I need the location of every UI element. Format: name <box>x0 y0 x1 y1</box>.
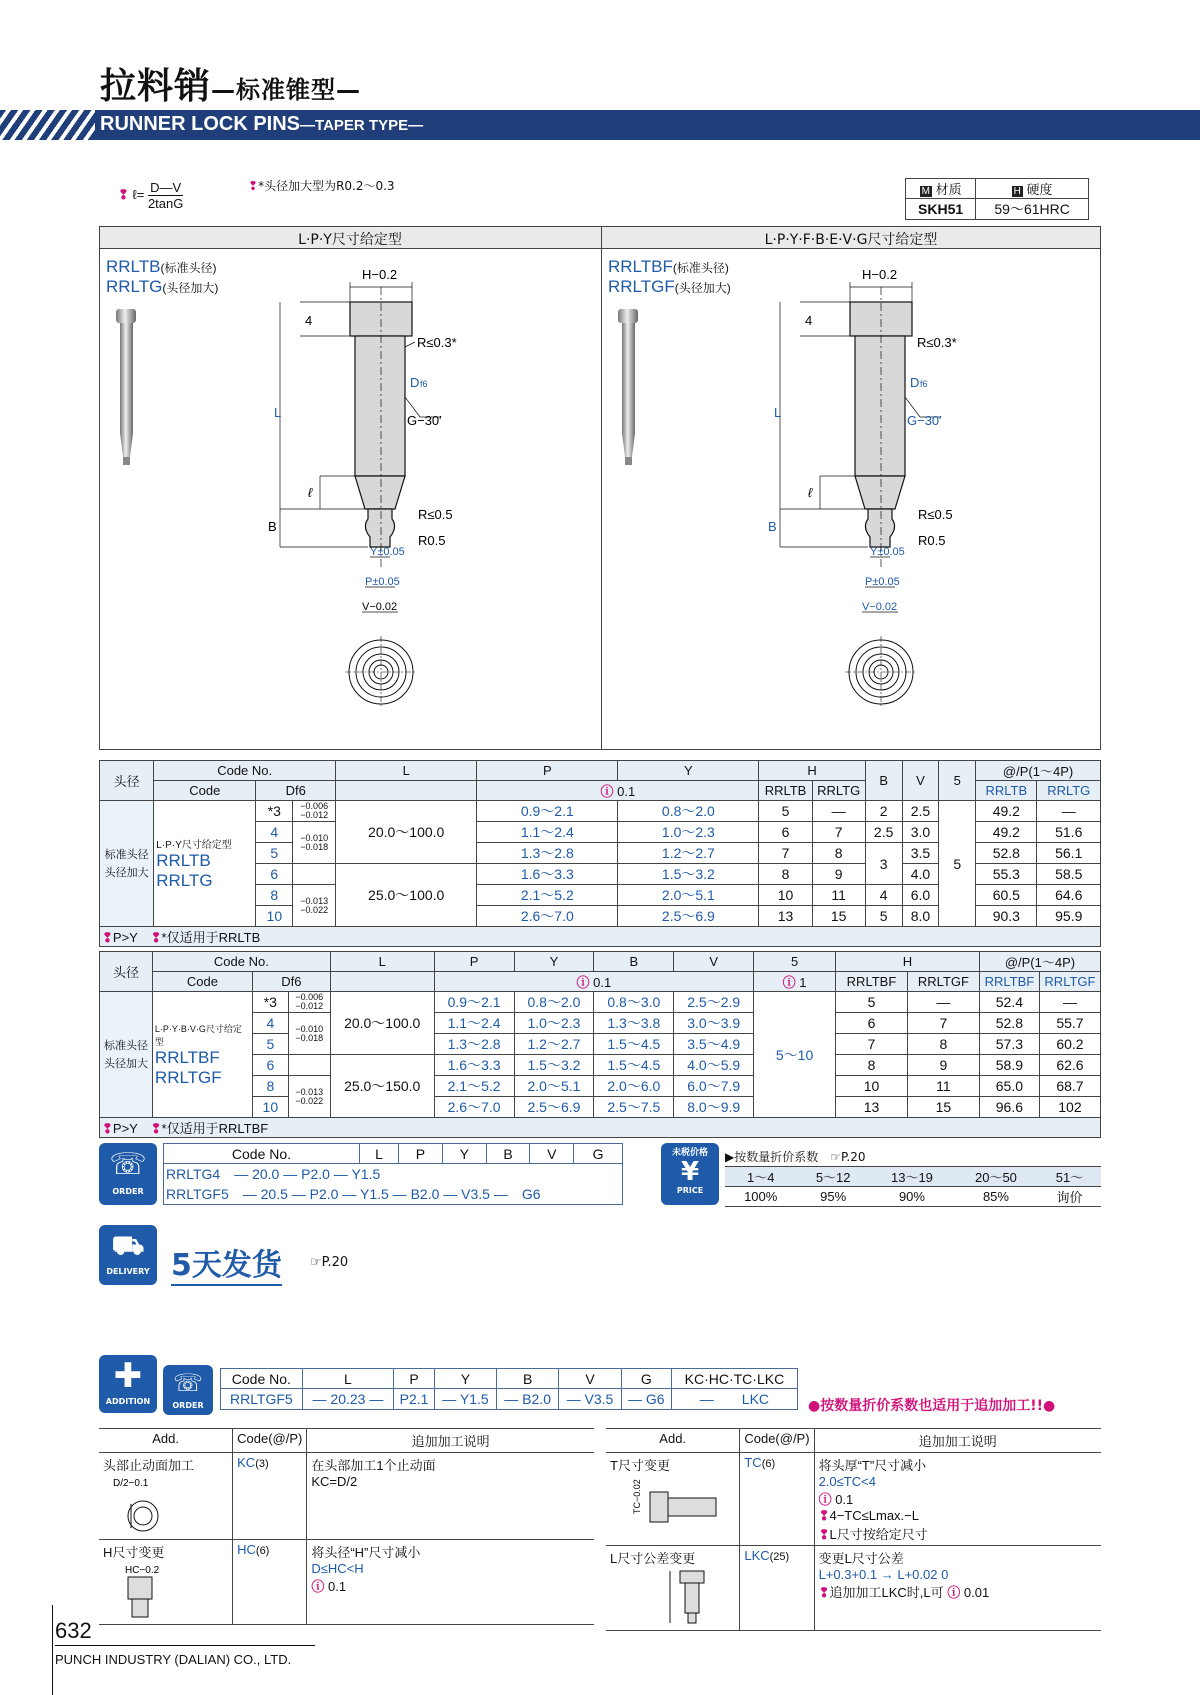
company-name: PUNCH INDUSTRY (DALIAN) CO., LTD. <box>55 1652 292 1667</box>
spec-table-1: 头径 Code No. L P Y H B V 5 @/P(1～4P) Code Df6 ⓘ 0.1 RRLTB RRLTG RRLTB RRLTG 标准头径 头径加大 L·P·Y尺寸给定型 RRLTB RRLTG *3 −0.006 −0.012 20.0～100.0 0.9～2.1 0.8～2.0 5 — 2 2.5 5 49.2 — 4 −0.010 −0.018 1.1～2.4 1.0～2.3 6 7 2.5 3.0 49.2 51.6 5 1.3～2.8 1.2～2.7 7 8 3 3.5 52.8 56.1 6 25.0～100.0 1.6～3.3 1.5～3.2 8 9 4.0 55.3 58.5 8 −0.013 −0.022 2.1～5.2 2.0～5.1 10 11 4 6.0 60.5 64.6 10 2.6～7.0 2.5～6.9 13 15 5 8.0 90.3 95.9 ❢P>Y ❢*仅适用于RRLTB <box>99 760 1101 947</box>
left-panel-header: L·P·Y尺寸给定型 <box>298 232 402 248</box>
svg-text:G−30′: G−30′ <box>907 413 942 428</box>
kc-diagram <box>103 1474 183 1534</box>
order-example-table: Code No. L P Y B V G RRLTG4 — 20.0 — P2.0 — Y1.5 RRLTGF5 — 20.5 — P2.0 — Y1.5 — B2.0 — V3.5 — G6 <box>163 1143 623 1205</box>
pin-drawing-left <box>250 257 500 747</box>
svg-text:R0.5: R0.5 <box>918 533 946 548</box>
delivery-ref: ☞P.20 <box>310 1255 349 1270</box>
right-panel-header: L·P·Y·F·B·E·V·G尺寸给定型 <box>764 232 938 248</box>
head-note: ❢*头径加大型为R0.2～0.3 <box>248 179 395 193</box>
svg-text:P±0.05: P±0.05 <box>365 576 400 588</box>
svg-text:B: B <box>768 519 777 534</box>
right-model-names: RRLTBF(标准头径) RRLTGF(头径加大) <box>608 257 731 296</box>
svg-text:R≤0.3*: R≤0.3* <box>417 335 457 350</box>
price-table: 1～4 5～12 13～19 20～50 51～ 100% 95% 90% 85% 询价 <box>725 1166 1101 1207</box>
svg-text:V−0.02: V−0.02 <box>862 601 898 613</box>
hc-diagram <box>103 1561 183 1619</box>
formula: ❢ ℓ= $\frac{D—V}{2\tan G}$ <box>118 180 184 211</box>
svg-text:P±0.05: P±0.05 <box>865 576 900 588</box>
order-icon-small: ☏ ORDER <box>163 1365 213 1415</box>
price-title: ▶按数量折价系数 ☞P.20 <box>725 1150 866 1164</box>
svg-text:V−0.02: V−0.02 <box>362 601 398 613</box>
left-model-names: RRLTB(标准头径) RRLTG(头径加大) <box>106 257 219 296</box>
spec-table-2: 头径 Code No. L P Y B V 5 H @/P(1～4P) Code Df6 ⓘ 0.1 ⓘ 1 RRLTBF RRLTGF RRLTBF RRLTGF 标准头径 头径加大 L·P·Y·B·V·G尺寸给定型 RRLTBF RRLTGF *3 −0.006 −0.012 20.0～100.0 0.9～2.1 0.8～2.0 0.8～3.0 2.5～2.9 5～10 5 — 52.4 — 4 −0.010 −0.018 1.1～2.4 1.0～2.3 1.3～3.8 3.0～3.9 6 7 52.8 55.7 5 1.3～2.8 1.2～2.7 1.5～4.5 3.5～4.9 7 8 57.3 60.2 6 25.0～150.0 1.6～3.3 1.5～3.2 1.5～4.5 4.0～5.9 8 9 58.9 62.6 8 −0.013 −0.022 2.1～5.2 2.0～5.1 2.0～6.0 6.0～7.9 10 11 65.0 68.7 10 2.6～7.0 2.5～6.9 2.5～7.5 8.0～9.9 13 15 96.6 102 ❢P>Y ❢*仅适用于RRLTBF <box>99 951 1101 1138</box>
page-title-en: RUNNER LOCK PINS—TAPER TYPE— <box>100 113 424 135</box>
pin-photo-left <box>112 307 142 467</box>
page-title: 拉料销—标准锥型— <box>100 66 362 107</box>
price-icon: 未税价格 ¥ PRICE <box>661 1143 719 1205</box>
svg-text:R0.5: R0.5 <box>418 533 446 548</box>
svg-text:B: B <box>268 519 277 534</box>
svg-text:f6: f6 <box>920 379 928 389</box>
svg-text:R≤0.3*: R≤0.3* <box>917 335 957 350</box>
svg-text:H−0.2: H−0.2 <box>362 267 398 282</box>
svg-text:Y±0.05: Y±0.05 <box>870 546 905 558</box>
svg-text:ℓ: ℓ <box>808 485 813 500</box>
svg-text:4: 4 <box>805 313 813 328</box>
banner-stripes <box>0 110 95 140</box>
tc-diagram <box>610 1474 720 1529</box>
svg-text:D/2−0.1: D/2−0.1 <box>113 1478 149 1489</box>
svg-text:G−30′: G−30′ <box>407 413 442 428</box>
addition-note: ●按数量折价系数也适用于追加加工!!● <box>808 1398 1056 1414</box>
increment-icon: ⓘ <box>576 975 590 990</box>
svg-text:D: D <box>410 375 420 390</box>
addition-table-left: Add. Code(@/P) 追加加工说明 头部止动面加工 D/2−0.1 KC(3) 在头部加工1个止动面 KC=D/2 H尺寸变更 HC−0.2 HC(6) 将头径“H”尺寸减小 D≤HC<H ⓘ 0.1 <box>99 1428 594 1625</box>
pin-photo-right <box>614 307 644 467</box>
lkc-diagram <box>610 1567 720 1625</box>
increment-icon: ⓘ <box>600 784 614 799</box>
svg-text:L: L <box>774 405 782 420</box>
warning-icon: ❢ <box>248 179 259 193</box>
warning-icon: ❢ <box>118 186 129 202</box>
svg-text:D: D <box>910 375 920 390</box>
increment-icon: ⓘ <box>782 975 796 990</box>
svg-text:4: 4 <box>305 313 313 328</box>
pointing-hand-icon: ☞ <box>310 1255 322 1270</box>
svg-text:ℓ: ℓ <box>308 485 313 500</box>
svg-text:TC−0.02: TC−0.02 <box>632 1479 642 1514</box>
svg-text:HC−0.2: HC−0.2 <box>125 1565 160 1576</box>
svg-text:H−0.2: H−0.2 <box>862 267 898 282</box>
material-table: M 材质 H 硬度 SKH51 59～61HRC <box>905 178 1089 220</box>
svg-text:L: L <box>274 405 282 420</box>
pin-drawing-right <box>750 257 1000 747</box>
svg-text:R≤0.5: R≤0.5 <box>918 507 953 522</box>
footer-rule <box>52 1605 53 1695</box>
svg-text:f6: f6 <box>420 379 428 389</box>
svg-text:R≤0.5: R≤0.5 <box>418 507 453 522</box>
addition-table-right: Add. Code(@/P) 追加加工说明 T尺寸变更 TC−0.02 TC(6) 将头厚“T”尺寸减小 2.0≤TC<4 ⓘ 0.1 ❢4−TC≤Lmax.−L ❢L尺寸按给定尺寸 L尺寸公差变更 LKC(25) 变更L尺寸公差 L+0.3+0.1 → L+0.02 0 ❢追加加工LKC时,L可 ⓘ 0.01 <box>606 1428 1101 1631</box>
order-icon: ☏ ORDER <box>99 1143 157 1205</box>
drawing-frame <box>99 226 1101 750</box>
footer-underline <box>55 1645 315 1646</box>
delivery-icon: ⛟ DELIVERY <box>99 1225 157 1285</box>
page-number: 632 <box>55 1618 92 1643</box>
delivery-text: 5天发货 <box>171 1240 282 1286</box>
pointing-hand-icon: ☞ <box>830 1150 842 1164</box>
svg-text:Y±0.05: Y±0.05 <box>370 546 405 558</box>
addition-icon: ✚ ADDITION <box>99 1355 157 1413</box>
addition-order-table: Code No. L P Y B V G KC·HC·TC·LKC RRLTGF5 — 20.23 — P2.1 — Y1.5 — B2.0 — V3.5 — G6 — LKC <box>220 1368 798 1410</box>
